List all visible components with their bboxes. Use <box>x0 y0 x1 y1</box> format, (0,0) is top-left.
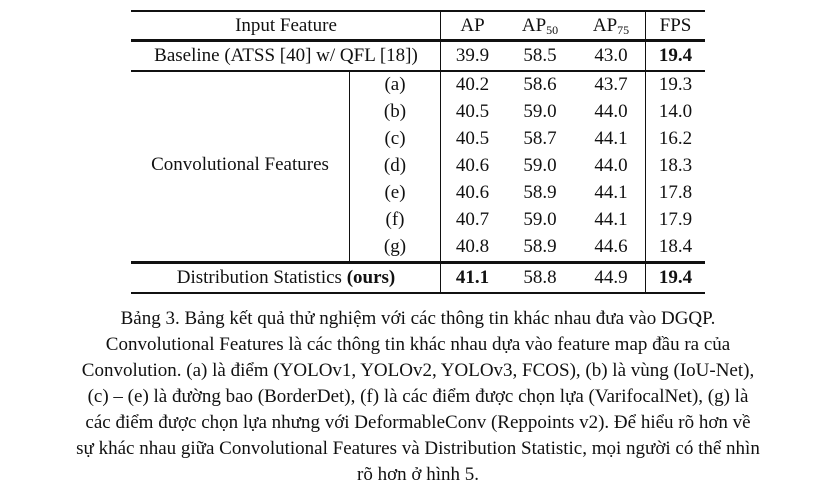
caption-line: (c) – (e) là đường bao (BorderDet), (f) là các điểm được chọn lựa (VarifocalNet), (g) là <box>87 386 749 407</box>
variant-ap50: 58.6 <box>523 74 557 95</box>
baseline-row <box>131 42 705 69</box>
variant-ap75: 44.6 <box>594 236 628 257</box>
baseline-fps: 19.4 <box>658 45 693 66</box>
variant-ap: 40.7 <box>455 209 490 230</box>
header-ap50-base: AP <box>521 15 547 36</box>
variant-label: (g) <box>383 236 407 257</box>
variant-label: (e) <box>384 182 406 203</box>
variant-ap: 40.6 <box>455 182 490 203</box>
variant-ap75: 44.1 <box>594 128 628 149</box>
variant-ap: 40.5 <box>455 101 490 122</box>
variant-ap50: 59.0 <box>523 209 557 230</box>
table-row <box>131 233 705 260</box>
variant-label: (a) <box>384 74 406 95</box>
ours-row <box>131 264 705 291</box>
variant-fps: 17.8 <box>658 182 693 203</box>
baseline-ap75: 43.0 <box>594 45 628 66</box>
variant-ap75: 43.7 <box>594 74 628 95</box>
table-row <box>131 152 705 179</box>
variant-fps: 14.0 <box>658 101 693 122</box>
caption-line: các điểm được chọn lựa nhưng với DeformableConv (Reppoints v2). Để hiểu rõ hơn về <box>85 412 751 433</box>
variant-fps: 16.2 <box>658 128 693 149</box>
variant-ap: 40.6 <box>455 155 490 176</box>
variant-ap: 40.8 <box>455 236 490 257</box>
ours-ap: 41.1 <box>455 267 490 288</box>
variant-fps: 19.3 <box>658 74 693 95</box>
variant-fps: 18.4 <box>658 236 693 257</box>
baseline-ap50: 58.5 <box>523 45 557 66</box>
variant-ap50: 59.0 <box>523 155 557 176</box>
header-ap50-sub: 50 <box>546 23 559 37</box>
variant-ap75: 44.0 <box>594 155 628 176</box>
header-ap75-sub: 75 <box>617 23 630 37</box>
caption-line: Convolution. (a) là điểm (YOLOv1, YOLOv2, YOLOv3, FCOS), (b) là vùng (IoU-Net), <box>81 360 755 381</box>
header-ap75-base: AP <box>592 15 618 36</box>
variant-ap75: 44.1 <box>594 182 628 203</box>
variant-fps: 17.9 <box>658 209 693 230</box>
table-row <box>131 179 705 206</box>
variant-label: (d) <box>383 155 407 176</box>
variant-ap50: 58.9 <box>523 236 557 257</box>
conv-features-label: Convolutional Features <box>151 154 329 175</box>
caption-line: rõ hơn ở hình 5. <box>357 464 479 485</box>
ours-label <box>131 264 441 291</box>
variant-label: (f) <box>385 209 405 230</box>
table-bottom-rule <box>131 292 705 294</box>
baseline-ap: 39.9 <box>455 45 490 66</box>
ours-fps: 19.4 <box>658 267 693 288</box>
caption-line: sự khác nhau giữa Convolutional Features và Distribution Statistic, mọi người có thể nhìn <box>76 438 760 459</box>
header-ap75 <box>576 12 646 39</box>
variant-fps: 18.3 <box>658 155 693 176</box>
table-row <box>131 125 705 152</box>
table-row <box>131 71 705 98</box>
variant-ap75: 44.1 <box>594 209 628 230</box>
header-ap50 <box>504 12 576 39</box>
header-row <box>131 12 705 39</box>
table-row <box>131 206 705 233</box>
variant-ap50: 58.9 <box>523 182 557 203</box>
caption-line: Convolutional Features là các thông tin khác nhau dựa vào feature map đầu ra của <box>105 334 731 355</box>
variant-ap75: 44.0 <box>594 101 628 122</box>
header-ap: AP <box>460 15 485 36</box>
baseline-label: Baseline (ATSS [40] w/ QFL [18]) <box>154 45 418 66</box>
table-caption <box>0 306 836 488</box>
variant-label: (b) <box>383 101 407 122</box>
variant-label: (c) <box>384 128 406 149</box>
ours-ap75: 44.9 <box>594 267 628 288</box>
table-row <box>131 98 705 125</box>
ours-label-bold: (ours) <box>346 267 396 288</box>
ours-ap50: 58.8 <box>523 267 557 288</box>
ours-label-text: Distribution Statistics <box>176 267 347 288</box>
header-input-feature: Input Feature <box>235 15 337 36</box>
variant-ap: 40.5 <box>455 128 490 149</box>
variant-ap: 40.2 <box>455 74 490 95</box>
header-fps: FPS <box>659 15 692 36</box>
variant-ap50: 58.7 <box>523 128 557 149</box>
variant-ap50: 59.0 <box>523 101 557 122</box>
caption-line: Bảng 3. Bảng kết quả thử nghiệm với các thông tin khác nhau đưa vào DGQP. <box>120 308 716 329</box>
